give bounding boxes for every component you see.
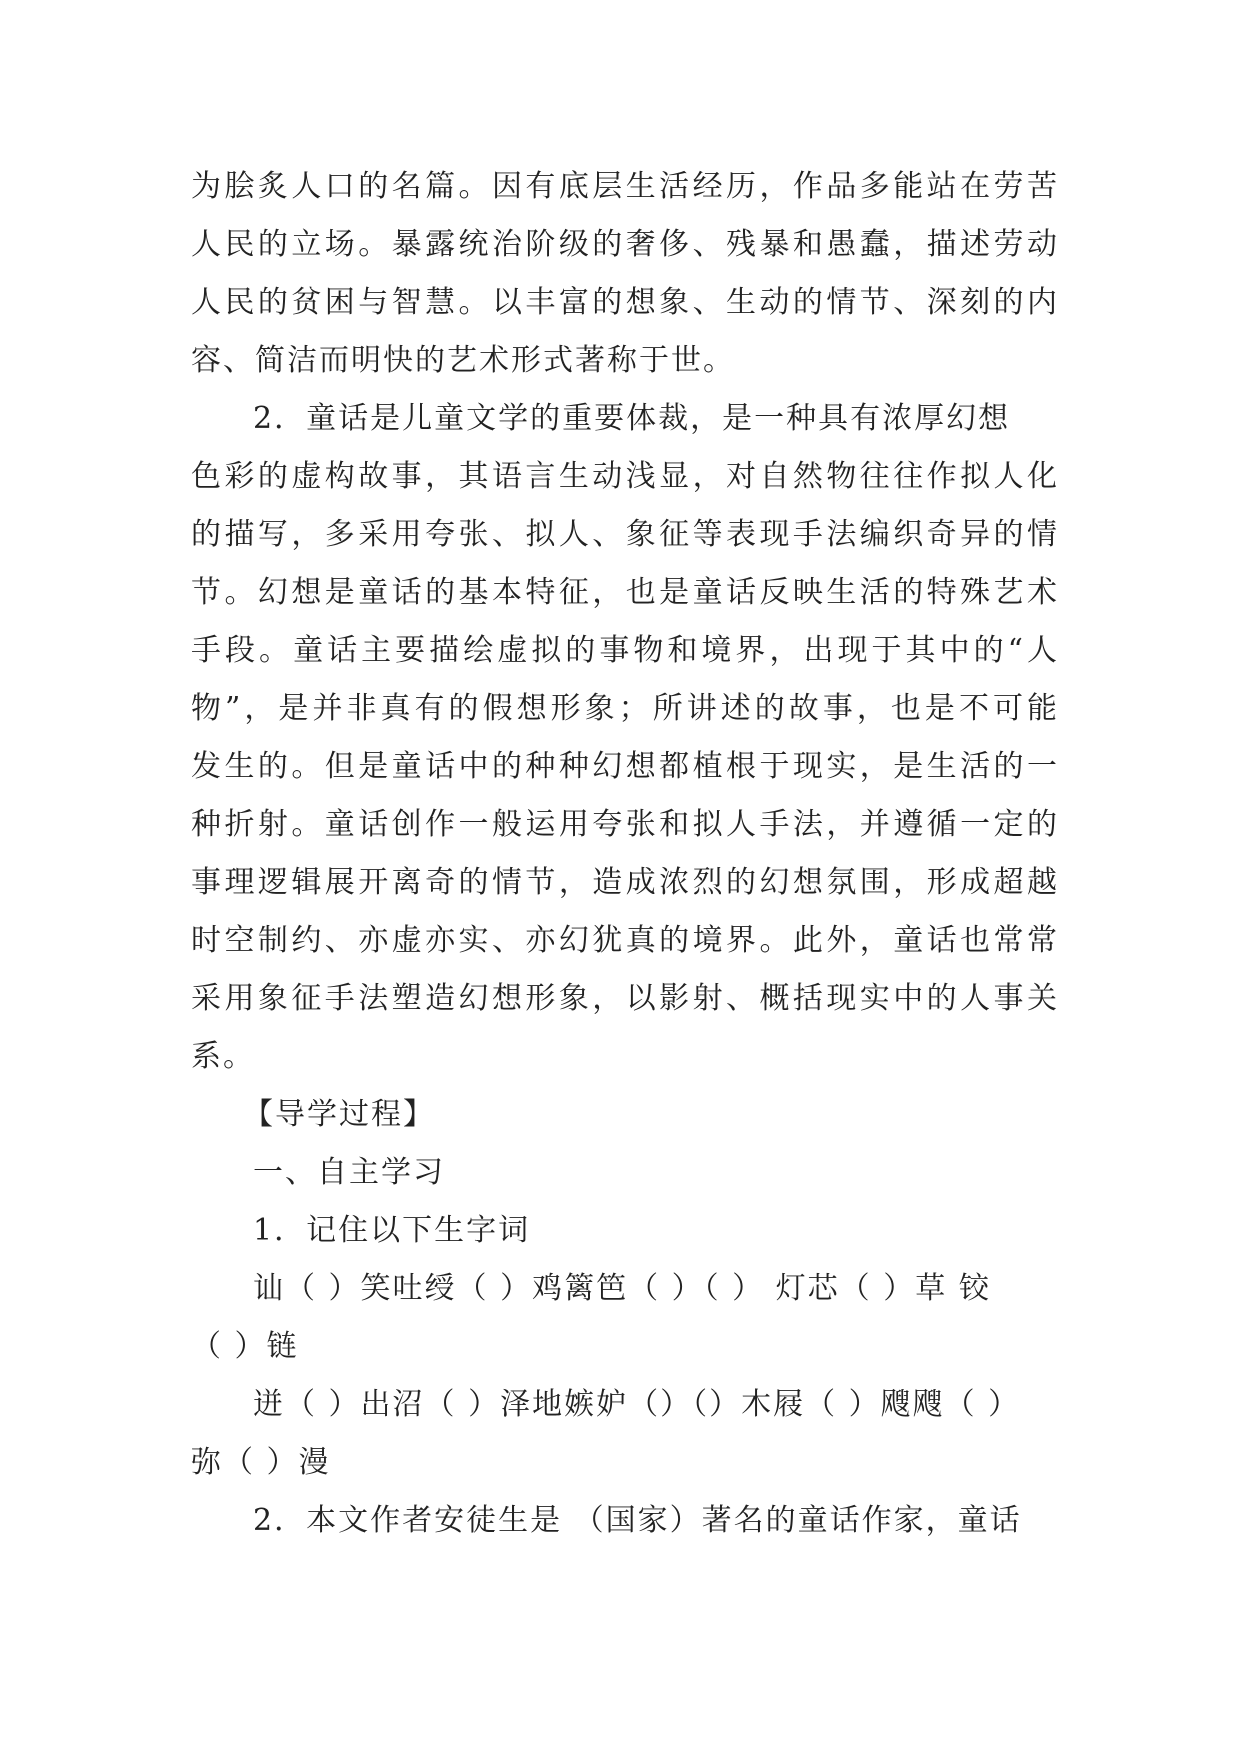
intro-line-4 <box>191 332 1057 390</box>
text-line: 时空制约、亦虚亦实、亦幻犹真的境界。此外，童话也常常 <box>191 923 1061 958</box>
item1-title <box>191 1202 1057 1260</box>
fairy-line-5 <box>191 622 1062 680</box>
document-page <box>191 158 1062 1550</box>
text-line: 人民的贫困与智慧。以丰富的想象、生动的情节、深刻的内 <box>191 285 1061 320</box>
item2-line <box>191 1492 1057 1550</box>
text-line: 事理逻辑展开离奇的情节，造成浓烈的幻想氛围，形成超越 <box>191 865 1061 900</box>
vocab-text: 弥（ ）漫 <box>191 1445 331 1480</box>
section-heading <box>191 1086 1057 1144</box>
vocab-row1-line1 <box>191 1260 1057 1318</box>
text-line: 2．童话是儿童文学的重要体裁，是一种具有浓厚幻想 <box>253 401 1011 436</box>
fairy-line-4 <box>191 564 1061 622</box>
text-line: 采用象征手法塑造幻想形象，以影射、概括现实中的人事关 <box>191 981 1061 1016</box>
intro-line-2 <box>191 216 1061 274</box>
fairy-line-11 <box>191 970 1061 1028</box>
intro-line-3 <box>191 274 1061 332</box>
text-line: 手段。童话主要描绘虚拟的事物和境界，出现于其中的“人 <box>191 633 1062 668</box>
section-heading-text: 【导学过程】 <box>243 1097 435 1132</box>
item1-title-text: 1．记住以下生字词 <box>253 1213 531 1248</box>
text-line: 人民的立场。暴露统治阶级的奢侈、残暴和愚蠢，描述劳动 <box>191 227 1061 262</box>
text-line: 系。 <box>191 1039 255 1074</box>
fairy-line-12 <box>191 1028 1057 1086</box>
text-line: 种折射。童话创作一般运用夸张和拟人手法，并遵循一定的 <box>191 807 1061 842</box>
text-line: 容、简洁而明快的艺术形式著称于世。 <box>191 343 735 378</box>
fairy-line-6 <box>191 680 1062 738</box>
vocab-row2-line1 <box>191 1376 1057 1434</box>
text-line: 节。幻想是童话的基本特征，也是童话反映生活的特殊艺术 <box>191 575 1061 610</box>
item2-text: 2．本文作者安徒生是 （国家）著名的童话作家，童话 <box>253 1503 1022 1538</box>
text-line: 为脍炙人口的名篇。因有底层生活经历，作品多能站在劳苦 <box>191 169 1061 204</box>
vocab-row1-line2 <box>191 1318 1057 1376</box>
text-line: 发生的。但是童话中的种种幻想都植根于现实，是生活的一 <box>191 749 1061 784</box>
fairy-line-8 <box>191 796 1061 854</box>
intro-line-1 <box>191 158 1061 216</box>
fairy-line-3 <box>191 506 1061 564</box>
vocab-text: 讪（ ）笑吐绶（ ）鸡篱笆（ ）（ ） 灯芯（ ）草 铰 <box>253 1271 991 1306</box>
text-line: 的描写，多采用夸张、拟人、象征等表现手法编织奇异的情 <box>191 517 1061 552</box>
fairy-line-9 <box>191 854 1061 912</box>
fairy-line-2 <box>191 448 1061 506</box>
subsection-heading-text: 一、自主学习 <box>253 1155 445 1190</box>
fairy-line-7 <box>191 738 1061 796</box>
fairy-line-10 <box>191 912 1061 970</box>
fairy-line-1 <box>191 390 1057 448</box>
text-line: 色彩的虚构故事，其语言生动浅显，对自然物往往作拟人化 <box>191 459 1061 494</box>
subsection-heading <box>191 1144 1057 1202</box>
vocab-text: 迸（ ）出沼（ ）泽地嫉妒（）（）木屐（ ）飕飕（ ） <box>253 1387 1021 1422</box>
vocab-text: （ ）链 <box>191 1329 299 1364</box>
vocab-row2-line2 <box>191 1434 1057 1492</box>
text-line: 物”，是并非真有的假想形象；所讲述的故事，也是不可能 <box>191 691 1062 726</box>
